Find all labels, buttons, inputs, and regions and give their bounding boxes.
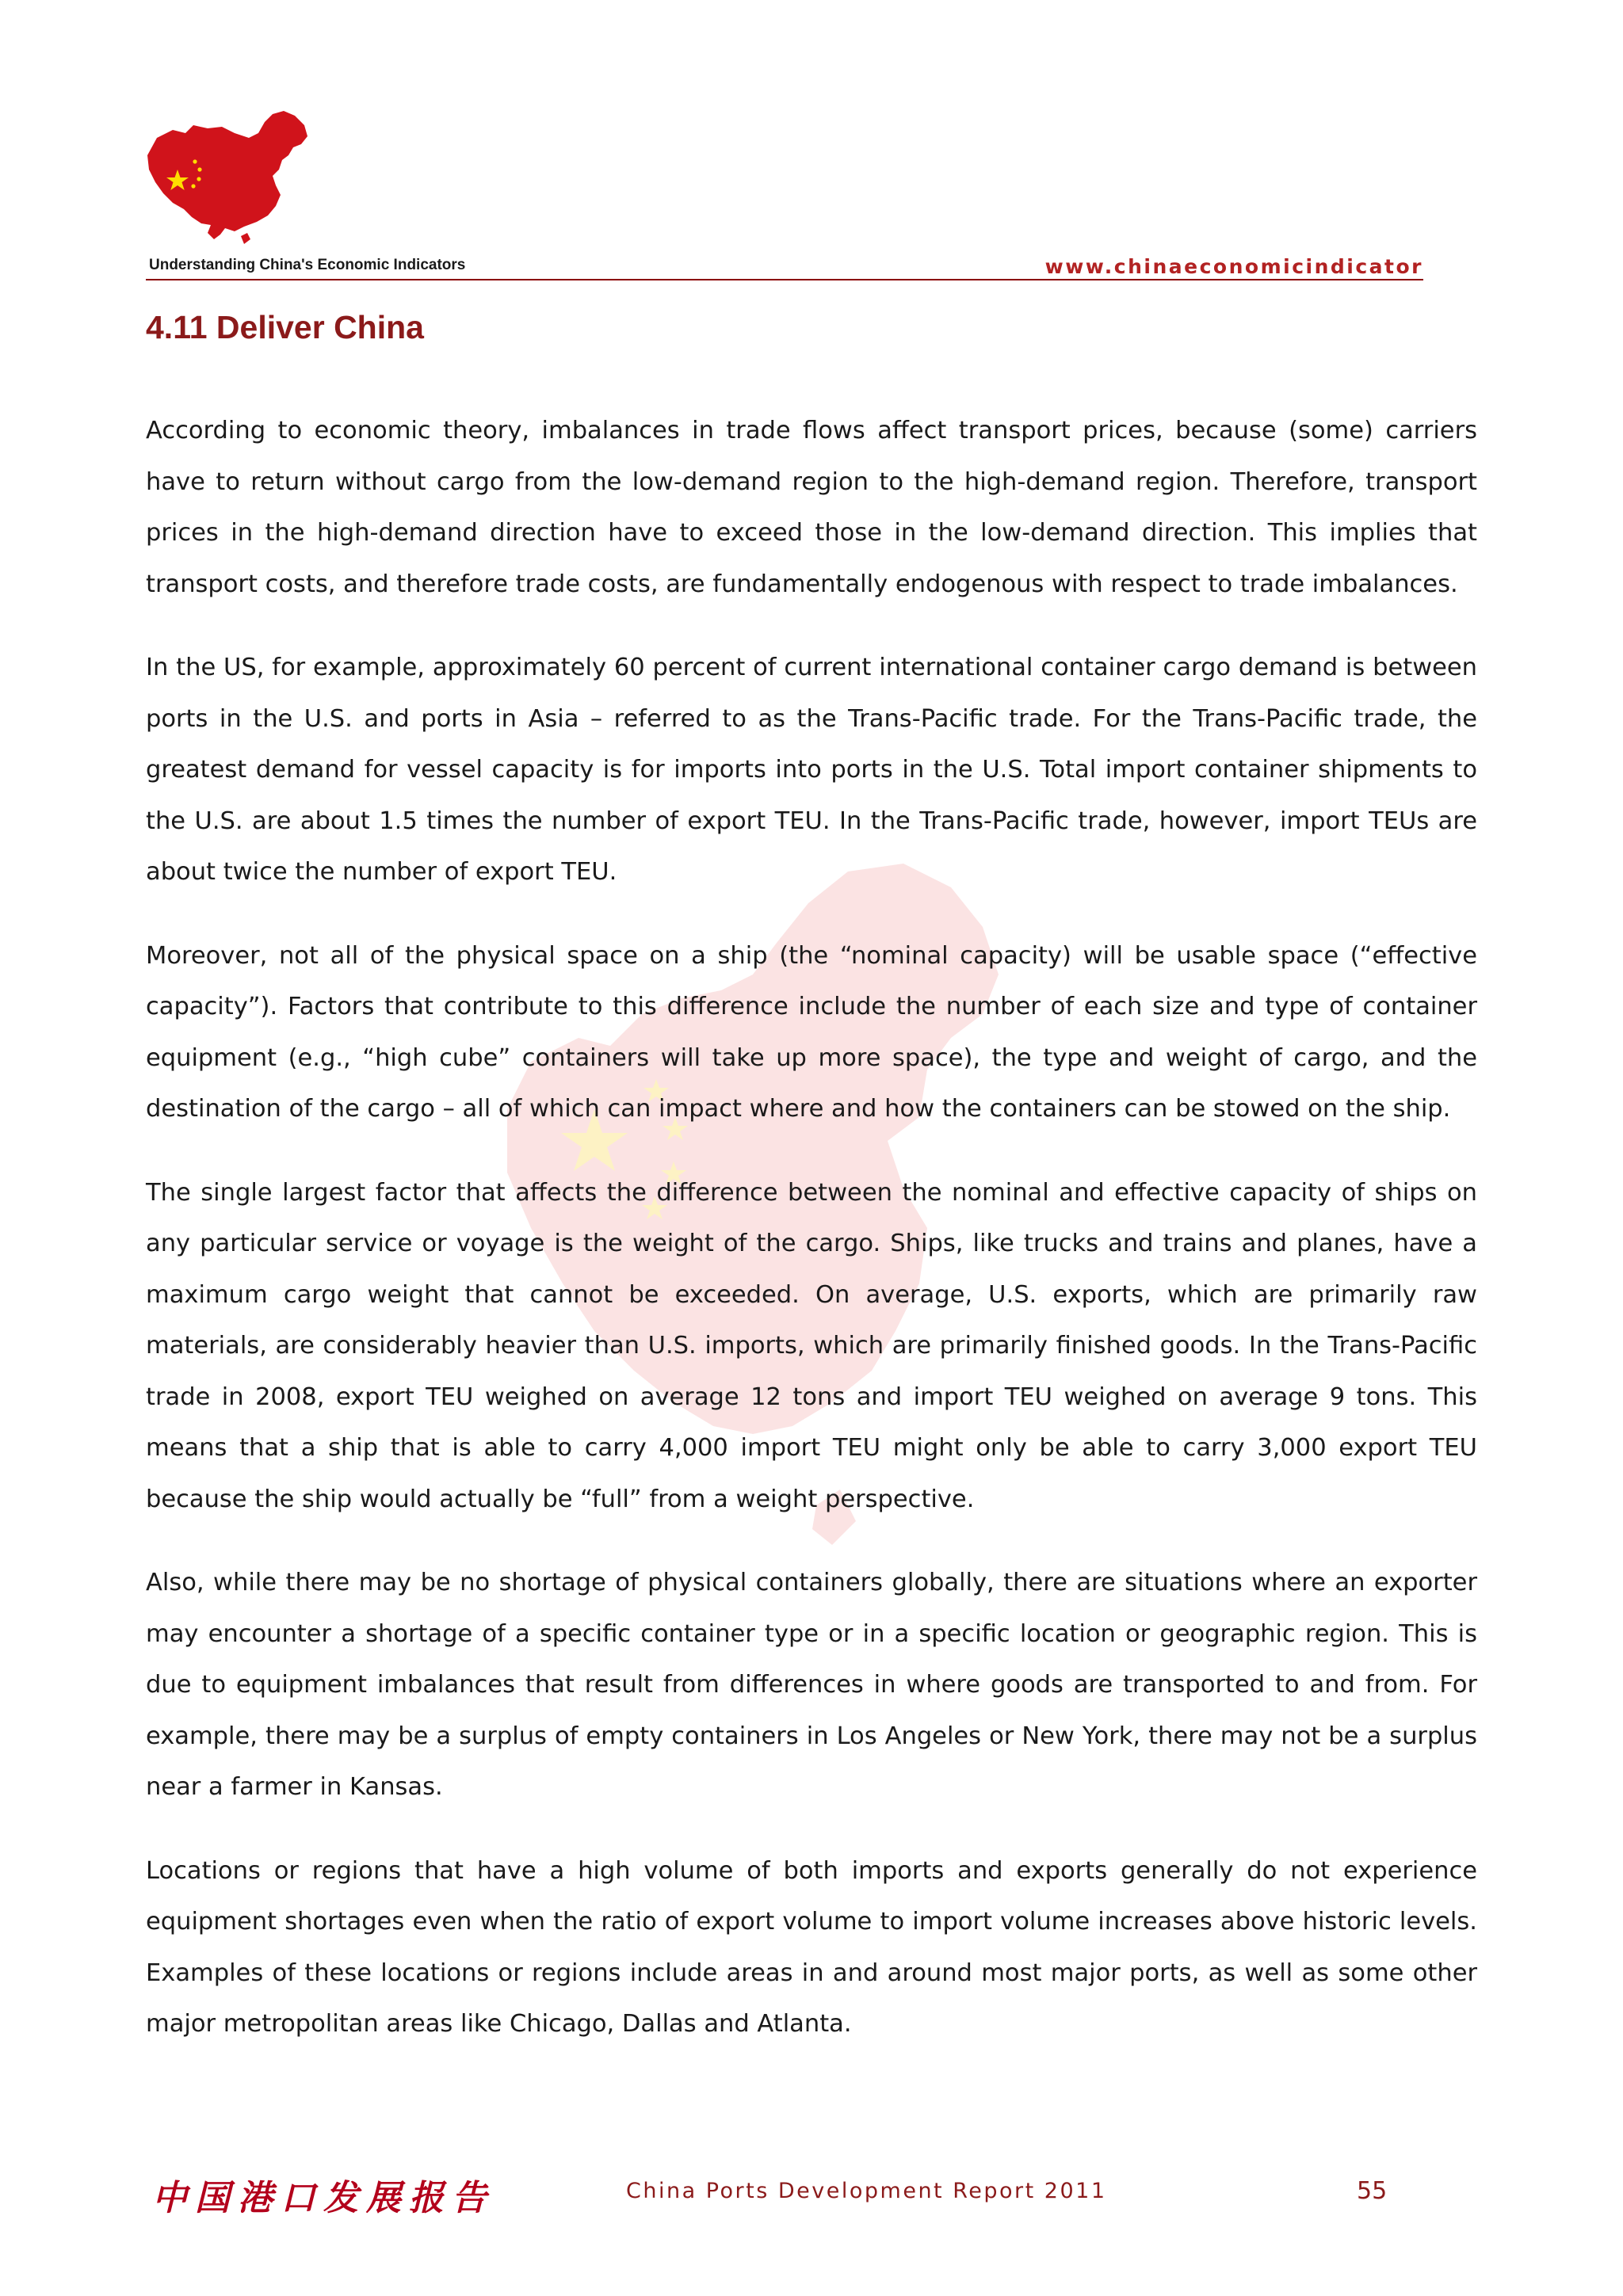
footer-chinese-title: 中国港口发展报告: [152, 2178, 495, 2218]
paragraph: Also, while there may be no shortage of physical containers globally, there are situations where an exporter may encounter a shortage of a specific container type or in a specific location or geographic region. This is due to equipment imbalances that result from differences in where goods are transported to and from. For example, there may be a surplus of empty containers in Los Angeles or New York, there may not be a surplus near a farmer in Kansas.: [146, 1569, 1477, 1801]
paragraph: Locations or regions that have a high volume of both imports and exports generally do not experience equipment shortages even when the ratio of export volume to import volume increases above historic levels. Examples of these locations or regions include areas in and around most major ports, as well as some other major metropolitan areas like Chicago, Dallas and Atlanta.: [146, 1856, 1477, 2038]
site-url-link[interactable]: www.chinaeconomicindicator: [1044, 255, 1423, 278]
header-divider: [146, 279, 1423, 280]
paragraph: Moreover, not all of the physical space on a ship (the “nominal capacity) will be usable space (“effective capacity”). Factors that contribute to this difference include the number of each size and type of container equipment (e.g., “high cube” containers will take up more space), the type and weight of cargo, and the destination of the cargo – all of which can impact where and how the containers can be stowed on the ship.: [146, 941, 1477, 1123]
brand-tagline: Understanding China's Economic Indicators: [149, 257, 466, 273]
paragraph: According to economic theory, imbalances in trade flows affect transport prices, because (some) carriers have to return without cargo from the low-demand region to the high-demand region. Therefore, transport prices in the high-demand direction have to exceed those in the low-demand direction. This implies that transport costs, and therefore trade costs, are fundamentally endogenous with respect to trade imbalances.: [146, 417, 1477, 598]
china-map-logo: [146, 109, 312, 246]
section-title: 4.11 Deliver China: [146, 309, 424, 345]
body-text: [146, 406, 1477, 2083]
page-number: 55: [1357, 2177, 1388, 2205]
paragraph: The single largest factor that affects the difference between the nominal and effective capacity of ships on any particular service or voyage is the weight of the cargo. Ships, like trucks and trains and planes, have a maximum cargo weight that cannot be exceeded. On average, U.S. exports, which are primarily raw materials, are considerably heavier than U.S. imports, which are primarily finished goods. In the Trans-Pacific trade in 2008, export TEU weighed on average 12 tons and import TEU weighed on average 9 tons. This means that a ship that is able to carry 4,000 import TEU might only be able to carry 3,000 export TEU because the ship would actually be “full” from a weight perspective.: [146, 1178, 1477, 1513]
paragraph: In the US, for example, approximately 60 percent of current international container cargo demand is between ports in the U.S. and ports in Asia – referred to as the Trans-Pacific trade. For the Trans-Pacific trade, the greatest demand for vessel capacity is for imports into ports in the U.S. Total import container shipments to the U.S. are about 1.5 times the number of export TEU. In the Trans-Pacific trade, however, import TEUs are about twice the number of export TEU.: [146, 654, 1477, 886]
footer-report-title: China Ports Development Report 2011: [626, 2179, 1107, 2203]
